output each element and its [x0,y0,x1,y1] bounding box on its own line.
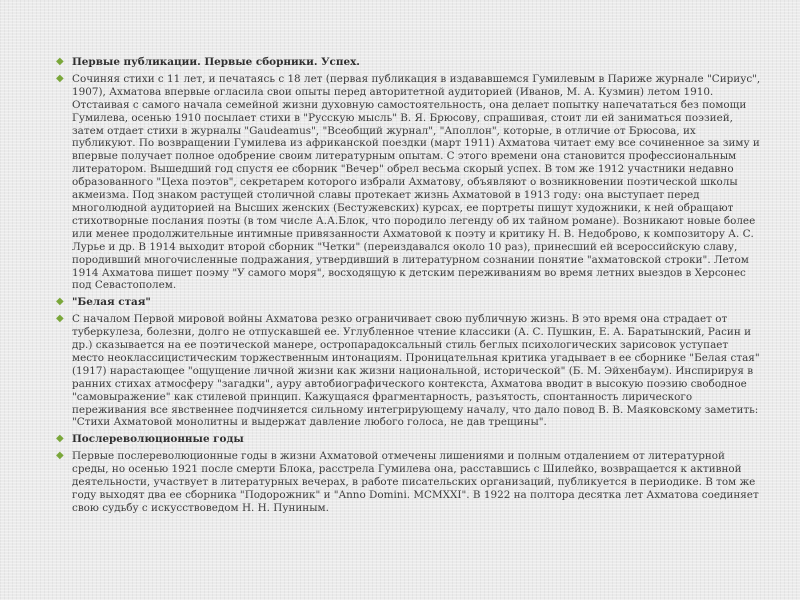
bullet-heading-first-publications [56,56,762,69]
diamond-bullet-icon: ◆ [56,56,64,67]
bullet-heading-post-revolution [56,433,762,446]
diamond-bullet-icon: ◆ [56,433,64,445]
bullet-paragraph-post-revolution [56,450,762,515]
diamond-bullet-icon: ◆ [56,72,64,84]
section-heading: Послереволюционные годы [72,433,244,446]
bullet-paragraph-first-publications [56,72,762,292]
section-heading: Первые публикации. Первые сборники. Успех. [72,56,360,68]
bullet-heading-white-flock [56,296,762,309]
diamond-bullet-icon: ◆ [56,313,64,325]
section-heading: "Белая стая" [72,296,151,309]
diamond-bullet-icon: ◆ [56,450,64,462]
slide-content [56,56,762,519]
bullet-paragraph-white-flock [56,313,762,429]
section-paragraph: Первые послереволюционные годы в жизни Ахматовой отмечены лишениями и полным отдалением от литературной среды, но осенью 1921 после смерти Блока, расстрела Гумилева она, расставшись с Шилейко, возвращается к активной деятельности, участвует в литературных вечерах, в работе писательских организаций, публикуется в периодике. В том же году выходят два ее сборника "Подорожник" и "Anno Domini. MCMXXI". В 1922 на полтора десятка лет Ахматова соединяет свою судьбу с искусствоведом Н. Н. Пуниным. [72,450,759,514]
diamond-bullet-icon: ◆ [56,296,64,308]
section-paragraph: С началом Первой мировой войны Ахматова резко ограничивает свою публичную жизнь. В это время она страдает от туберкулеза, болезни, долго не отпускавшей ее. Углубленное чтение классики (А. С. Пушкин, Е. А. Баратынский, Расин и др.) сказывается на ее поэтической манере, остропарадоксальный стиль беглых психологических зарисовок уступает место неоклассицистическим торжественным интонациям. Проницательная критика угадывает в ее сборнике "Белая стая" (1917) нарастающее "ощущение личной жизни как жизни национальной, исторической" (Б. М. Эйхенбаум). Инспирируя в ранних стихах атмосферу "загадки", ауру автобиографического контекста, Ахматова вводит в высокую поэзию свободное "самовыражение" как стилевой принцип. Кажущаяся фрагментарность, разъятость, спонтанность лирического переживания все явственнее подчиняется сильному интегрирующему началу, что дало повод В. В. Маяковскому заметить: "Стихи Ахматовой монолитны и выдержат давление любого голоса, не дав трещины". [72,313,760,429]
section-paragraph: Сочиняя стихи с 11 лет, и печатаясь с 18 лет (первая публикация в издававшемся Гумилевым в Париже журнале "Сириус", 1907), Ахматова впервые огласила свои опыты перед авторитетной аудиторией (Иванов, М. А. Кузмин) летом 1910. Отстаивая с самого начала семейной жизни духовную самостоятельность, она делает попытку напечататься без помощи Гумилева, осенью 1910 посылает стихи в "Русскую мысль" В. Я. Брюсову, спрашивая, стоит ли ей заниматься поэзией, затем отдает стихи в журналы "Gaudeamus", "Всеобщий журнал", "Аполлон", которые, в отличие от Брюсова, их публикуют. По возвращении Гумилева из африканской поездки (март 1911) Ахматова читает ему все сочиненное за зиму и впервые получает полное одобрение своим литературным опытам. С этого времени она становится профессиональным литератором. Вышедший год спустя ее сборник "Вечер" обрел весьма скорый успех. В том же 1912 участники недавно образованного "Цеха поэтов", секретарем которого избрали Ахматову, объявляют о возникновении поэтической школы акмеизма. Под знаком растущей столичной славы протекает жизнь Ахматовой в 1913 году: она выступает перед многолюдной аудиторией на Высших женских (Бестужевских) курсах, ее портреты пишут художники, к ней обращают стихотворные послания поэты (в том числе А.А.Блок, что породило легенду об их тайном романе). Возникают новые более или менее продолжительные интимные привязанности Ахматовой к поэту и критику Н. В. Недоброво, к композитору А. С. Лурье и др. В 1914 выходит второй сборник "Четки" (переиздавался около 10 раз), принесший ей всероссийскую славу, породивший многочисленные подражания, утвердивший в литературном сознании понятие "ахматовской строки". Летом 1914 Ахматова пишет поэму "У самого моря", восходящую к детским переживаниям во время летних выездов в Херсонес под Севастополем. [72,72,761,292]
